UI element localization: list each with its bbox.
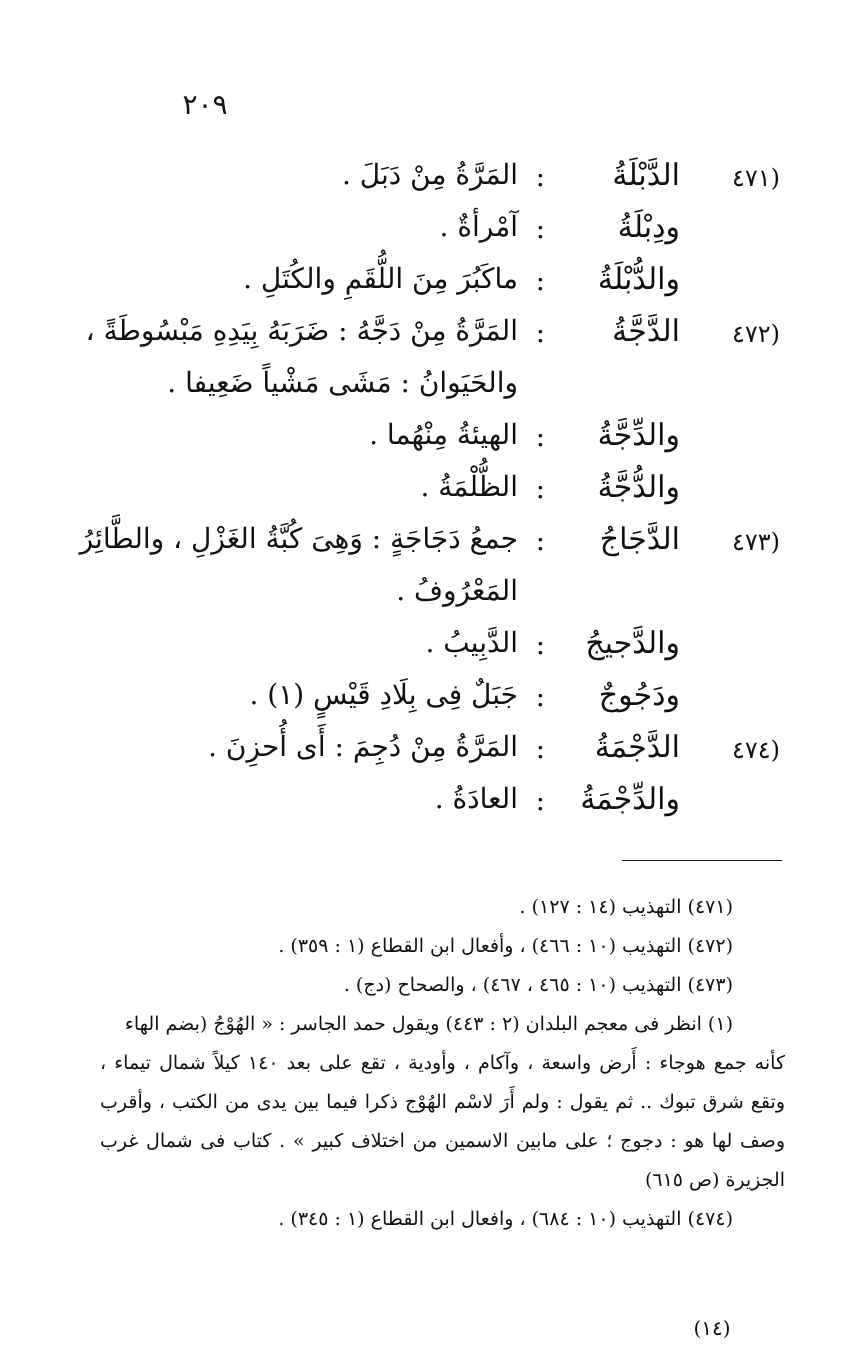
entry-definition: الهيئةُ مِنْهُما . [369,418,518,451]
entry-headword: والدِّجْمَةُ [580,782,680,817]
footnote-line: وتقع شرق تبوك .. ثم يقول : ولم أَرَ لاسْم الهُوْج ذكرا فيما بين يدى من الكتب ، وأقرب [100,1091,785,1113]
entry-line [100,782,780,834]
entry-colon: : [535,524,545,557]
entry-definition: جَبَلٌ فِى بِلَادِ قَيْسٍ (١) . [249,678,518,711]
entry-definition: العادَةُ . [434,782,518,815]
entry-headword: والدُّجَّةُ [597,470,680,505]
entry-colon: : [535,160,545,193]
footnote-line: وصف لها هو : دجوج ؛ على مابين الاسمين من اختلاف كبير » . كتاب فى شمال غرب [100,1130,785,1152]
entry-colon: : [535,472,545,505]
entry-number: (٤٧٢ [731,320,780,348]
entry-definition: المَعْرُوفُ . [396,574,518,607]
entry-continuation-line [100,366,780,418]
entry-colon: : [535,264,545,297]
entry-headword: ودَجُوجٌ [598,678,680,713]
entry-headword: الدَّجَاجُ [599,522,680,557]
entry-definition: ماكَبُرَ مِنَ اللُّقَمِ والكُتَلِ . [243,262,518,295]
footnote-line: (٤٧١) التهذيب (١٤ : ١٢٧) . [519,896,733,918]
entry-headword: الدَّجْمَةُ [594,730,680,765]
dictionary-entries [79,158,780,834]
page-number: ٢٠٩ [182,88,228,121]
entry-colon: : [535,420,545,453]
footnote-line: كأنه جمع هوجاء : أَرض واسعة ، وآكام ، وأودية ، تقع على بعد ١٤٠ كيلاً شمال تيماء ، [100,1052,785,1074]
footnote-line: (٤٧٣) التهذيب (١٠ : ٤٦٥ ، ٤٦٧) ، والصحاح (دج) . [343,974,733,996]
entry-line [100,678,780,730]
entry-colon: : [535,628,545,661]
entry-number: (٤٧٤ [731,736,780,764]
entry-line [100,158,780,210]
footnote-line: (٤٧٢) التهذيب (١٠ : ٤٦٦) ، وأفعال ابن القطاع (١ : ٣٥٩) . [278,935,733,957]
entry-number: (٤٧١ [731,164,780,192]
entry-line [100,626,780,678]
entry-definition: المَرَّةُ مِنْ دُجِمَ : أَى أُحزِنَ . [208,730,518,763]
entry-definition: الظُّلْمَةُ . [420,470,518,503]
entry-headword: الدَّجَّةُ [612,314,680,349]
entry-headword: الدَّبْلَةُ [612,158,680,193]
entry-headword: والدَّجيجُ [585,626,680,661]
entry-line [100,470,780,522]
signature-number: (١٤) [693,1316,731,1340]
entry-definition: والحَيَوانُ : مَشَى مَشْياً ضَعِيفا . [167,366,518,399]
footnote-divider [622,860,782,861]
footnote-line: (١) انظر فى معجم البلدان (٢ : ٤٤٣) ويقول حمد الجاسر : « الهُوْجُ (بضم الهاء [124,1013,733,1035]
entry-number: (٤٧٣ [731,528,780,556]
footnote-line: الجزيرة (ص ٦١٥) [644,1169,785,1191]
entry-definition: آمْرأةٌ . [439,210,518,243]
entry-colon: : [535,680,545,713]
entry-line [79,522,780,574]
entry-line [100,730,780,782]
entry-headword: والدُّبْلَةُ [597,262,680,297]
entry-colon: : [535,732,545,765]
entry-line [85,314,780,366]
entry-definition: المَرَّةُ مِنْ دَجَّهُ : ضَرَبَهُ بِيَدِهِ مَبْسُوطَةً ، [85,314,518,347]
footnotes [100,888,785,1239]
entry-line [100,210,780,262]
entry-colon: : [535,212,545,245]
footnote-line: (٤٧٤) التهذيب (١٠ : ٦٨٤) ، وافعال ابن القطاع (١ : ٣٤٥) . [278,1208,733,1230]
entry-definition: جمعُ دَجَاجَةٍ : وَهِىَ كُبَّةُ الغَزْلِ ، والطَّائِرُ [79,522,518,555]
entry-colon: : [535,316,545,349]
entry-headword: ودِبْلَةُ [617,210,680,245]
entry-definition: المَرَّةُ مِنْ دَبَلَ . [342,158,518,191]
entry-line [100,418,780,470]
entry-headword: والدِّجَّةُ [597,418,680,453]
entry-definition: الدَّبِيبُ . [425,626,518,659]
entry-continuation-line [100,574,780,626]
entry-colon: : [535,784,545,817]
entry-line [100,262,780,314]
